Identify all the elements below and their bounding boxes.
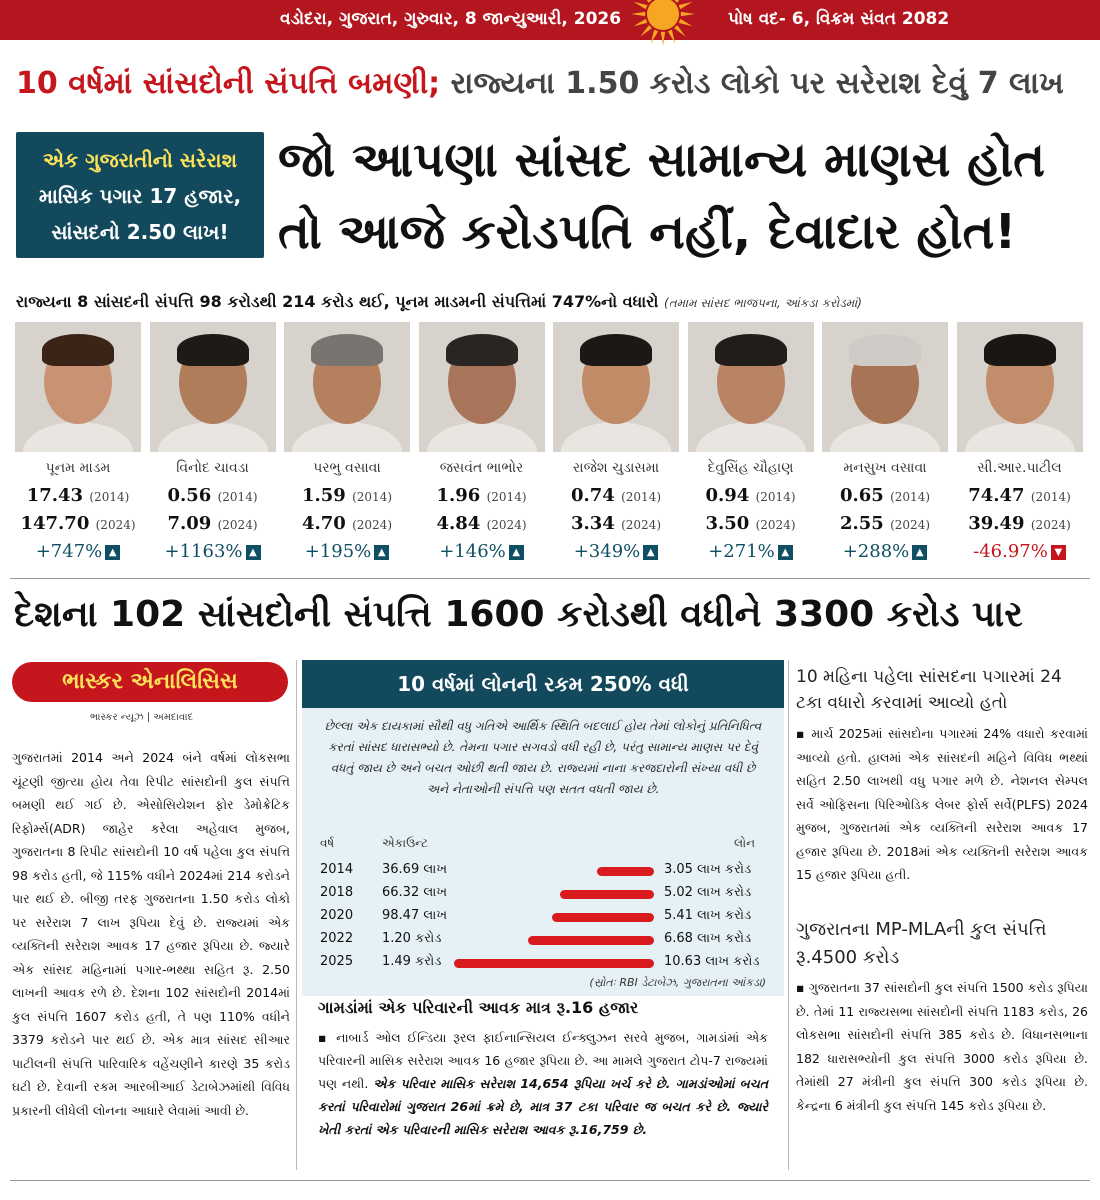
- mp-assets-change-value: +146%: [439, 541, 506, 562]
- sun-ray: [651, 30, 658, 44]
- mp-photo-body: [292, 422, 402, 452]
- mp-card: [147, 322, 279, 566]
- arrow-up-icon: ▲: [105, 545, 120, 560]
- mp-assets-2014: [819, 482, 951, 510]
- mp-card: [954, 322, 1086, 566]
- sun-ray: [681, 12, 695, 16]
- mp-assets-2024-year: (2024): [755, 518, 796, 532]
- mp-assets-2014: [12, 482, 144, 510]
- mp-name: જસવંત ભાભોર: [439, 460, 524, 476]
- mp-assets-2024-value: 4.70: [301, 513, 346, 534]
- mp-card: [685, 322, 817, 566]
- arrow-up-icon: ▲: [643, 545, 658, 560]
- mp-assets-2014-value: 17.43: [26, 485, 84, 506]
- mp-assets-2024-year: (2024): [217, 518, 258, 532]
- mp-photo: [419, 322, 545, 452]
- loan-row-accounts: 36.69 લાખ: [382, 862, 448, 877]
- mp-assets-2024-year: (2024): [486, 518, 527, 532]
- sun-ray: [668, 30, 675, 44]
- mp-assets-2024-year: (2024): [1030, 518, 1071, 532]
- mp-photo-body: [23, 422, 133, 452]
- mp-assets-change: [819, 538, 951, 566]
- mp-photo: [150, 322, 276, 452]
- mp-assets-2014: [147, 482, 279, 510]
- mp-photo: [284, 322, 410, 452]
- bottom-rule: [10, 1180, 1090, 1181]
- mp-assets-change-value: +271%: [708, 541, 775, 562]
- mp-assets-subhead-text: રાજ્યના 8 સાંસદની સંપત્તિ 98 કરોડથી 214 કરોડ થઈ, પૂનમ માડમની સંપત્તિમાં 747%નો વધારો: [16, 292, 659, 311]
- sun-ray: [640, 0, 652, 3]
- loan-row-amount: 3.05 લાખ કરોડ: [664, 862, 752, 877]
- mp-assets-change: [416, 538, 548, 566]
- mp-photo-body: [965, 422, 1075, 452]
- mp-card: [12, 322, 144, 566]
- mp-assets-2014-year: (2014): [217, 490, 258, 504]
- mp-assets-change-value: +1163%: [164, 541, 243, 562]
- loan-row-year: 2022: [320, 931, 354, 946]
- arrow-up-icon: ▲: [374, 545, 389, 560]
- mp-assets-change: [550, 538, 682, 566]
- mp-name: મનસુખ વસાવા: [843, 460, 927, 476]
- mp-assets-2024-year: (2024): [890, 518, 931, 532]
- mp-name: સી.આર.પાટીલ: [977, 460, 1062, 476]
- mp-mla-assets-head: ગુજરાતના MP-MLAની કુલ સંપત્તિ રૂ.4500 કરોડ: [796, 919, 1047, 968]
- mp-assets-2024-value: 147.70: [20, 513, 90, 534]
- loan-header-year: વર્ષ: [320, 836, 335, 850]
- loan-bar: [454, 959, 654, 968]
- mp-assets-2014-value: 1.59: [301, 485, 346, 506]
- mp-assets-2014: [550, 482, 682, 510]
- mp-assets-2024-value: 2.55: [839, 513, 884, 534]
- salary-callout-line3: સાંસદનો 2.50 લાખ!: [51, 220, 229, 244]
- sun-ray: [633, 19, 647, 26]
- mp-name: દેવુસિંહ ચૌહાણ: [707, 460, 794, 476]
- mp-name: પૂનમ માડમ: [45, 460, 111, 476]
- date-right: પોષ વદ- 6, વિક્રમ સંવત 2082: [728, 9, 950, 29]
- loan-row-year: 2018: [320, 885, 354, 900]
- arrow-down-icon: ▼: [1051, 545, 1066, 560]
- mp-assets-subhead-note: (તમામ સાંસદ ભાજપના, આંકડા કરોડમાં): [664, 296, 862, 310]
- mp-assets-2024: [12, 510, 144, 538]
- date-bar: [0, 0, 1100, 40]
- loan-row-accounts: 1.49 કરોડ: [382, 954, 442, 969]
- mp-assets-change: [147, 538, 279, 566]
- mp-name: પરભુ વસાવા: [313, 460, 381, 476]
- loan-table: [320, 836, 770, 972]
- mp-photo-body: [696, 422, 806, 452]
- mp-assets-2014-year: (2014): [352, 490, 393, 504]
- mp-photo-hair: [311, 334, 383, 366]
- mp-photo-hair: [446, 334, 518, 366]
- main-headline-line2: તો આજે કરોડપતિ નહીં, દેવાદાર હોત!: [278, 204, 1017, 260]
- main-headline: [278, 124, 1078, 268]
- mp-photo-hair: [984, 334, 1056, 366]
- mp-assets-2024: [550, 510, 682, 538]
- mp-assets-2014-year: (2014): [1030, 490, 1071, 504]
- mp-assets-2014: [954, 482, 1086, 510]
- loan-row: [320, 860, 770, 883]
- mp-assets-2014: [416, 482, 548, 510]
- loan-row-year: 2020: [320, 908, 354, 923]
- loan-row-accounts: 98.47 લાખ: [382, 908, 448, 923]
- village-income-text-bold: એક પરિવાર માસિક સરેરાશ 14,654 રૂપિયા ખર્ચ કરે છે. ગામડાંઓમાં બચત કરતાં પરિવારોમાં ગુજરાત 26માં ક્રમે છે, માત્ર 37 ટકા પરિવાર જ બચત કરે છે. જ્યારે ખેતી કરતાં એક પરિવારની માસિક સરેરાશ આવક રૂ.16,759 છે.: [318, 1076, 768, 1137]
- mp-assets-2014-value: 0.94: [705, 485, 750, 506]
- mp-assets-change-value: -46.97%: [973, 541, 1048, 562]
- mp-assets-2024-year: (2024): [95, 518, 136, 532]
- salary-hike-head: 10 મહિના પહેલા સાંસદના પગારમાં 24 ટકા વધારો કરવામાં આવ્યો હતો: [796, 667, 1062, 713]
- mp-assets-2024: [954, 510, 1086, 538]
- loan-row-amount: 5.02 લાખ કરોડ: [664, 885, 752, 900]
- mp-assets-2024: [685, 510, 817, 538]
- mp-photo: [688, 322, 814, 452]
- analysis-badge: ભાસ્કર એનાલિસિસ: [12, 662, 288, 702]
- mp-assets-2024-value: 3.50: [705, 513, 750, 534]
- salary-callout-line2: માસિક પગાર 17 હજાર,: [38, 184, 242, 208]
- headline-top-part2: રાજ્યના 1.50 કરોડ લોકો પર સરેરાશ દેવું 7 લાખ: [440, 66, 1064, 101]
- column-rule-left: [296, 660, 297, 1170]
- mp-assets-change: [281, 538, 413, 566]
- mp-assets-2024: [147, 510, 279, 538]
- mp-assets-2024-year: (2024): [352, 518, 393, 532]
- sun-ray: [679, 2, 693, 9]
- mp-mla-assets-text: ▪ ગુજરાતના 37 સાંસદોની કુલ સંપત્તિ 1500 કરોડ રૂપિયા છે. તેમાં 11 રાજ્યસભા સાંસદોની સંપત્તિ 1183 કરોડ, 26 લોકસભા સાંસદોની સંપત્તિ 385 કરોડ છે. વિધાનસભાના 182 ધારાસભ્યોની કુલ સંપત્તિ 3000 કરોડ રૂપિયા છે. તેમાંથી 27 મંત્રીની કુલ સંપત્તિ 300 કરોડ રૂપિયા છે. કેન્દ્રના 6 મંત્રીની કુલ સંપત્તિ 145 કરોડ રૂપિયા છે.: [796, 980, 1088, 1113]
- mp-assets-2024-value: 4.84: [436, 513, 481, 534]
- loan-row: [320, 929, 770, 952]
- date-left: વડોદરા, ગુજરાત, ગુરુવાર, 8 જાન્યુઆરી, 2026: [280, 9, 622, 29]
- mp-assets-2014-value: 0.74: [570, 485, 615, 506]
- mp-photo-body: [158, 422, 268, 452]
- sun-ray: [633, 2, 647, 9]
- loan-panel-title: 10 વર્ષમાં લોનની રકમ 250% વધી: [302, 660, 784, 708]
- mp-assets-2014-value: 0.56: [167, 485, 212, 506]
- mp-assets-change-value: +288%: [842, 541, 910, 562]
- village-income-text: [318, 1026, 768, 1141]
- sun-ray: [674, 0, 686, 3]
- mp-assets-2014: [281, 482, 413, 510]
- mp-assets-2014-value: 1.96: [436, 485, 481, 506]
- mp-assets-change-value: +195%: [304, 541, 372, 562]
- loan-row: [320, 952, 770, 975]
- loan-header-accounts: એકાઉન્ટ: [382, 836, 429, 850]
- loan-row: [320, 906, 770, 929]
- mp-assets-2014-year: (2014): [486, 490, 527, 504]
- loan-row: [320, 883, 770, 906]
- mp-card: [281, 322, 413, 566]
- loan-table-header: [320, 836, 770, 858]
- mp-photo: [553, 322, 679, 452]
- loan-source: (સ્રોતઃ RBI ડેટાબેઝ, ગુજરાતના આંકડા): [589, 976, 766, 989]
- section-divider: [10, 578, 1090, 579]
- mp-assets-2014-year: (2014): [89, 490, 130, 504]
- national-headline: દેશના 102 સાંસદોની સંપત્તિ 1600 કરોડથી વધીને 3300 કરોડ પાર: [14, 594, 1023, 635]
- mp-photo-hair: [177, 334, 249, 366]
- mp-assets-2024-year: (2024): [621, 518, 662, 532]
- headline-top: [16, 66, 1064, 101]
- loan-panel-intro: છેલ્લા એક દાયકામાં સૌથી વધુ ગતિએ આર્થિક સ્થિતિ બદલાઈ હોય તેમાં લોકોનું પ્રતિનિધિત્વ કરતાં સાંસદ ધારાસભ્યો છે. તેમના પગાર સગવડો વધી રહી છે, પરંતુ સામાન્ય માણસ પર દેવું વધતું જાય છે અને બચત ઓછી થતી જાય છે. રાજ્યમાં નાના કરજદારોની સંખ્યા વધી છે અને નેતાઓની સંપત્તિ પણ સતત વધતી જાય છે.: [324, 719, 762, 796]
- mp-assets-2014-year: (2014): [621, 490, 662, 504]
- sun-icon: [618, 0, 708, 48]
- mp-assets-2024-value: 39.49: [968, 513, 1025, 534]
- mp-photo-body: [561, 422, 671, 452]
- mp-assets-2024: [281, 510, 413, 538]
- mp-assets-change: [12, 538, 144, 566]
- mp-gallery: [12, 322, 1090, 566]
- mp-assets-2024-value: 3.34: [570, 513, 615, 534]
- loan-row-amount: 5.41 લાખ કરોડ: [664, 908, 752, 923]
- mp-name: રાજેશ ચુડાસમા: [572, 460, 660, 476]
- arrow-up-icon: ▲: [778, 545, 793, 560]
- mp-assets-change-value: +747%: [35, 541, 103, 562]
- loan-bar: [552, 913, 654, 922]
- loan-bar: [597, 867, 654, 876]
- mp-assets-subhead: [16, 292, 862, 312]
- mp-card: [550, 322, 682, 566]
- sun-ray: [640, 25, 652, 37]
- arrow-up-icon: ▲: [246, 545, 261, 560]
- loan-header-loan: લોન: [734, 836, 756, 850]
- mp-assets-change: [954, 538, 1086, 566]
- loan-row-accounts: 66.32 લાખ: [382, 885, 448, 900]
- mp-assets-2014-year: (2014): [890, 490, 931, 504]
- mp-assets-2014-value: 0.65: [839, 485, 884, 506]
- loan-row-year: 2014: [320, 862, 354, 877]
- mp-photo: [957, 322, 1083, 452]
- loan-row-accounts: 1.20 કરોડ: [382, 931, 442, 946]
- mp-photo-hair: [849, 334, 921, 366]
- main-headline-line1: જો આપણા સાંસદ સામાન્ય માણસ હોત: [278, 132, 1046, 188]
- mp-assets-2024: [819, 510, 951, 538]
- mp-photo-hair: [42, 334, 114, 366]
- byline: ભાસ્કર ન્યૂઝ | અમદાવાદ: [90, 712, 194, 723]
- mp-assets-2024-value: 7.09: [167, 513, 212, 534]
- village-income-text-plain: ▪ નાબાર્ડ ઓલ ઈન્ડિયા રૂરલ ફાઈનાન્સિયલ ઈન્ક્લુઝન સરવે મુજબ, ગામડાંમાં એક પરિવારની માસિક સરેરાશ આવક 16 હજાર રૂપિયા છે. આ મામલે ગુજરાત ટોપ-7 રાજ્યમાં પણ નથી.: [318, 1030, 768, 1091]
- mp-name: વિનોદ ચાવડા: [176, 460, 249, 476]
- salary-callout-line1: એક ગુજરાતીનો સરેરાશ: [43, 148, 237, 172]
- mp-photo-body: [427, 422, 537, 452]
- sun-ray: [631, 12, 645, 16]
- sun-ray: [661, 32, 665, 46]
- salary-callout: [16, 132, 264, 258]
- loan-bar: [560, 890, 654, 899]
- arrow-up-icon: ▲: [509, 545, 524, 560]
- mp-assets-2014-year: (2014): [755, 490, 796, 504]
- sun-ray: [679, 19, 693, 26]
- mp-photo-hair: [580, 334, 652, 366]
- loan-bar: [528, 936, 654, 945]
- loan-row-amount: 6.68 લાખ કરોડ: [664, 931, 752, 946]
- mp-photo-body: [830, 422, 940, 452]
- column-rule-right: [788, 660, 789, 1170]
- loan-row-year: 2025: [320, 954, 354, 969]
- arrow-up-icon: ▲: [912, 545, 927, 560]
- loan-panel: [302, 660, 784, 996]
- village-income-head: ગામડાંમાં એક પરિવારની આવક માત્ર રૂ.16 હજાર: [318, 998, 639, 1017]
- analysis-article: ગુજરાતમાં 2014 અને 2024 બંને વર્ષમાં લોકસભા ચૂંટણી જીત્યા હોય તેવા રિપીટ સાંસદોની કુલ સંપત્તિ બમણી થઈ ગઈ છે. એસોસિયેશન ફોર ડેમોક્રેટિક રિફોર્મ્સ(ADR) જાહેર કરેલા અહેવાલ મુજબ, ગુજરાતના 8 રિપીટ સાંસદોની 10 વર્ષ પહેલા કુલ સંપત્તિ 98 કરોડ હતી, જે 115% વધીને 2024માં 214 કરોડને પાર થઈ છે. બીજી તરફ ગુજરાતના 1.50 કરોડ લોકો પર સરેરાશ 7 લાખ રૂપિયા દેવું છે. રાજ્યમાં એક વ્યક્તિની સરેરાશ આવક 17 હજાર રૂપિયા છે. જ્યારે એક સાંસદ મહિનામાં પગાર-ભથ્થા સહિત રૂ. 2.50 લાખની આવક રળે છે. દેશના 102 સાંસદોની 2014માં કુલ સંપત્તિ 1607 કરોડ હતી, તે પણ 110% વધીને 3379 કરોડને પાર થઈ છે. એક માત્ર સાંસદ સીઆર પાટીલની સંપત્તિ પારિવારિક વહેંચણીને કારણે 35 કરોડ ઘટી છે. દેવાની રકમ આરબીઆઈ ડેટાબેઝમાંથી વિવિધ પ્રકારની લીધેલી લોનના આધારે લેવામાં આવી છે.: [12, 750, 290, 1118]
- mp-assets-2014-value: 74.47: [968, 485, 1025, 506]
- mp-photo: [822, 322, 948, 452]
- loan-row-amount: 10.63 લાખ કરોડ: [664, 954, 760, 969]
- salary-hike-text: ▪ માર્ચ 2025માં સાંસદોના પગારમાં 24% વધારો કરવામાં આવ્યો હતો. હાલમાં એક સાંસદની મહિને વિવિધ ભથ્થાં સહિત 2.50 લાખથી વધુ પગાર મળે છે. નેશનલ સેમ્પલ સર્વે ઓફિસના પિરિઓડિક લેબર ફોર્સ સર્વે(PLFS) 2024 મુજબ, ગુજરાતમાં એક વ્યક્તિની સરેરાશ આવક 17 હજાર રૂપિયા છે. 2018માં એક વ્યક્તિની સરેરાશ આવક 15 હજાર રૂપિયા હતી.: [796, 726, 1088, 882]
- mp-card: [819, 322, 951, 566]
- mp-assets-change-value: +349%: [573, 541, 641, 562]
- headline-top-part1: 10 વર્ષમાં સાંસદોની સંપત્તિ બમણી;: [16, 66, 441, 101]
- mp-assets-2014: [685, 482, 817, 510]
- mp-photo: [15, 322, 141, 452]
- mp-photo-hair: [715, 334, 787, 366]
- sun-ray: [674, 25, 686, 37]
- mp-assets-2024: [416, 510, 548, 538]
- mp-assets-change: [685, 538, 817, 566]
- mp-card: [416, 322, 548, 566]
